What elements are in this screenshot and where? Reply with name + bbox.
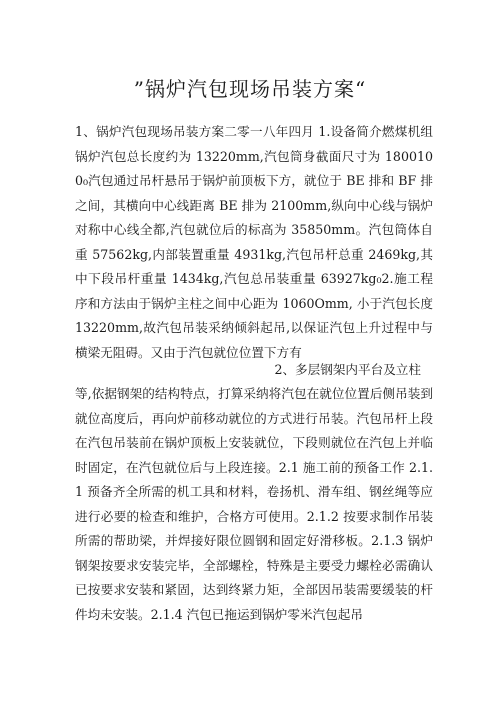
paragraph-right-aligned-line: 2、多层钢架内平台及立柱	[274, 362, 421, 377]
document-title: ”锅炉汽包现场吊装方案“	[133, 77, 367, 101]
paragraph-1: 1、锅炉汽包现场吊装方案二零一八年四月 1.设备简介燃煤机组锅炉汽包总长度约为 13220mm,汽包筒身截面尺寸为 1800100₀汽包通过吊杆悬吊于锅炉前顶板下方，就位于 BE 排和 BF 排之间，其横向中心线距离 BE 排为 2100mm,纵向中心线与锅炉对称中心线全都,汽包就位后的标高为 35850mm。汽包筒体自重 57562kg,内部装置重量 4931kg,汽包吊杆总重 2469kg,其中下段吊杆重量 1434kg,汽包总吊装重量 63927kg₀2.施工程序和方法由于锅炉主柱之间中心距为 1060Omm, 小于汽包长度 13220mm,故汽包吊装采纳倾斜起吊,以保证汽包上升过程中与横梁无阻碍。又由于汽包就位位置下方有	[75, 124, 433, 360]
paragraph-2: 等,依据钢架的结构特点，打算采纳将汽包在就位位置后侧吊装到就位高度后，再向炉前移动就位的方式进行吊装。汽包吊杆上段在汽包吊装前在锅炉顶板上安装就位，下段则就位在汽包上并临时固定，在汽包就位后与上段连接。2.1 施工前的预备工作 2.1.1 预备齐全所需的机工具和材料，卷扬机、滑车组、钢丝绳等应进行必要的检查和维护，合格方可使用。2.1.2 按要求制作吊装所需的帮助梁，并焊接好限位圆钢和固定好滑移板。2.1.3 锅炉钢架按要求安装完毕，全部螺栓，特殊是主要受力螺栓必需确认已按要求安装和紧固，达到终紧力矩，全部因吊装需要缓装的杆件均未安装。2.1.4 汽包已拖运到锅炉零米汽包起吊	[75, 386, 433, 622]
